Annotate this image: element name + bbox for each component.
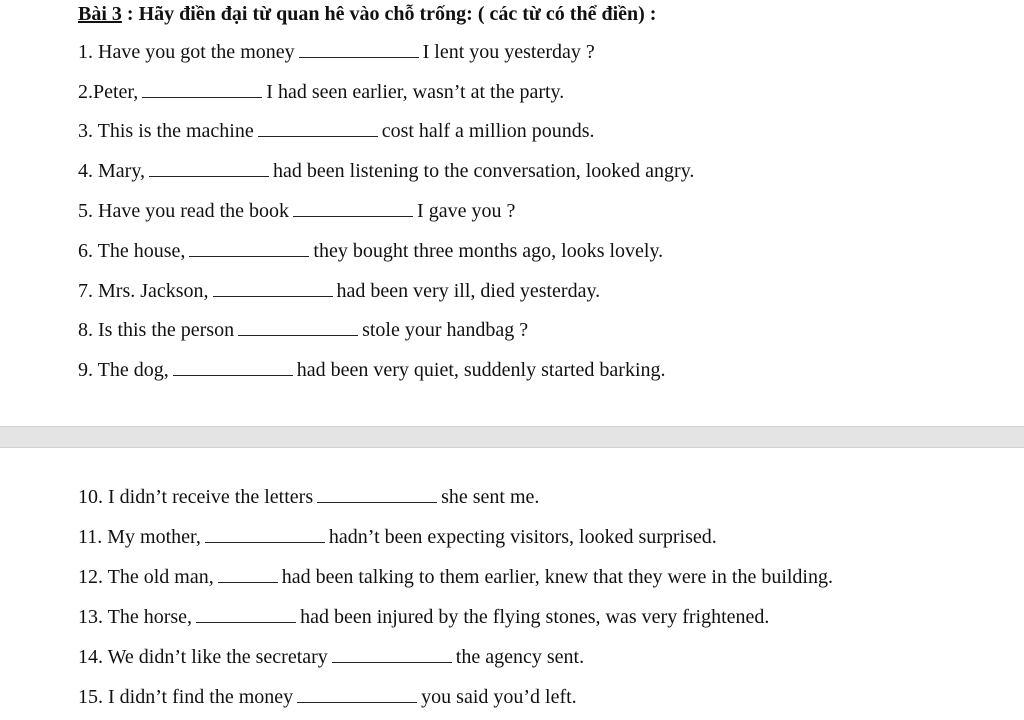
- document-page-2: [0, 448, 1024, 720]
- answer-blank[interactable]: [149, 160, 269, 177]
- answer-blank[interactable]: [299, 41, 419, 58]
- answer-blank[interactable]: [196, 606, 296, 623]
- answer-blank[interactable]: [173, 359, 293, 376]
- answer-blank[interactable]: [142, 81, 262, 98]
- answer-blank[interactable]: [332, 646, 452, 663]
- exercise-line-12: [78, 565, 833, 589]
- exercise-label: Bài 3: [78, 3, 122, 25]
- exercise-text-after: I lent you yesterday ?: [422, 41, 595, 63]
- page-break: [0, 426, 1024, 448]
- exercise-text-after: I had seen earlier, wasn’t at the party.: [266, 81, 565, 103]
- exercise-text-after: they bought three months ago, looks lovely.: [313, 240, 664, 262]
- answer-blank[interactable]: [293, 200, 413, 217]
- exercise-text-before: 5. Have you read the book: [78, 200, 290, 222]
- exercise-text-before: 12. The old man,: [78, 566, 214, 588]
- exercise-line-9: [78, 358, 666, 382]
- exercise-line-11: [78, 525, 717, 549]
- answer-blank[interactable]: [258, 120, 378, 137]
- answer-blank[interactable]: [205, 526, 325, 543]
- exercise-text-after: stole your handbag ?: [362, 319, 529, 341]
- exercise-line-14: [78, 645, 584, 669]
- exercise-heading: [78, 2, 656, 26]
- exercise-line-3: [78, 119, 594, 143]
- exercise-text-before: 1. Have you got the money: [78, 41, 295, 63]
- exercise-text-after: the agency sent.: [455, 646, 585, 668]
- exercise-text-after: had been listening to the conversation, looked angry.: [273, 160, 695, 182]
- exercise-text-before: 11. My mother,: [78, 526, 201, 548]
- exercise-line-2: [78, 80, 564, 104]
- exercise-text-after: I gave you ?: [417, 200, 516, 222]
- exercise-text-after: hadn’t been expecting visitors, looked surprised.: [328, 526, 717, 548]
- answer-blank[interactable]: [297, 686, 417, 703]
- answer-blank[interactable]: [317, 486, 437, 503]
- exercise-line-5: [78, 199, 515, 223]
- exercise-line-15: [78, 685, 577, 709]
- exercise-text-before: 3. This is the machine: [78, 120, 254, 142]
- exercise-line-10: [78, 485, 539, 509]
- exercise-line-1: [78, 40, 595, 64]
- exercise-text-before: 9. The dog,: [78, 359, 169, 381]
- exercise-text-before: 2.Peter,: [78, 81, 139, 103]
- exercise-text-after: had been talking to them earlier, knew that they were in the building.: [281, 566, 833, 588]
- exercise-text-before: 7. Mrs. Jackson,: [78, 280, 209, 302]
- exercise-text-after: had been injured by the flying stones, was very frightened.: [300, 606, 770, 628]
- exercise-line-7: [78, 279, 600, 303]
- exercise-text-before: 14. We didn’t like the secretary: [78, 646, 328, 668]
- exercise-text-after: cost half a million pounds.: [381, 120, 595, 142]
- answer-blank[interactable]: [213, 280, 333, 297]
- exercise-text-after: you said you’d left.: [421, 686, 577, 708]
- exercise-text-before: 15. I didn’t find the money: [78, 686, 294, 708]
- exercise-text-before: 13. The horse,: [78, 606, 193, 628]
- exercise-text-after: had been very quiet, suddenly started barking.: [296, 359, 666, 381]
- exercise-text-before: 8. Is this the person: [78, 319, 235, 341]
- exercise-text-after: had been very ill, died yesterday.: [336, 280, 601, 302]
- answer-blank[interactable]: [189, 240, 309, 257]
- exercise-line-4: [78, 159, 694, 183]
- answer-blank[interactable]: [238, 319, 358, 336]
- exercise-line-6: [78, 239, 663, 263]
- exercise-text-before: 10. I didn’t receive the letters: [78, 486, 314, 508]
- exercise-text-before: 4. Mary,: [78, 160, 146, 182]
- exercise-instruction: : Hãy điền đại từ quan hê vào chỗ trống: ( các từ có thể điền) :: [121, 3, 657, 25]
- exercise-line-13: [78, 605, 769, 629]
- exercise-text-before: 6. The house,: [78, 240, 186, 262]
- answer-blank[interactable]: [218, 566, 278, 583]
- exercise-text-after: she sent me.: [441, 486, 540, 508]
- exercise-line-8: [78, 318, 528, 342]
